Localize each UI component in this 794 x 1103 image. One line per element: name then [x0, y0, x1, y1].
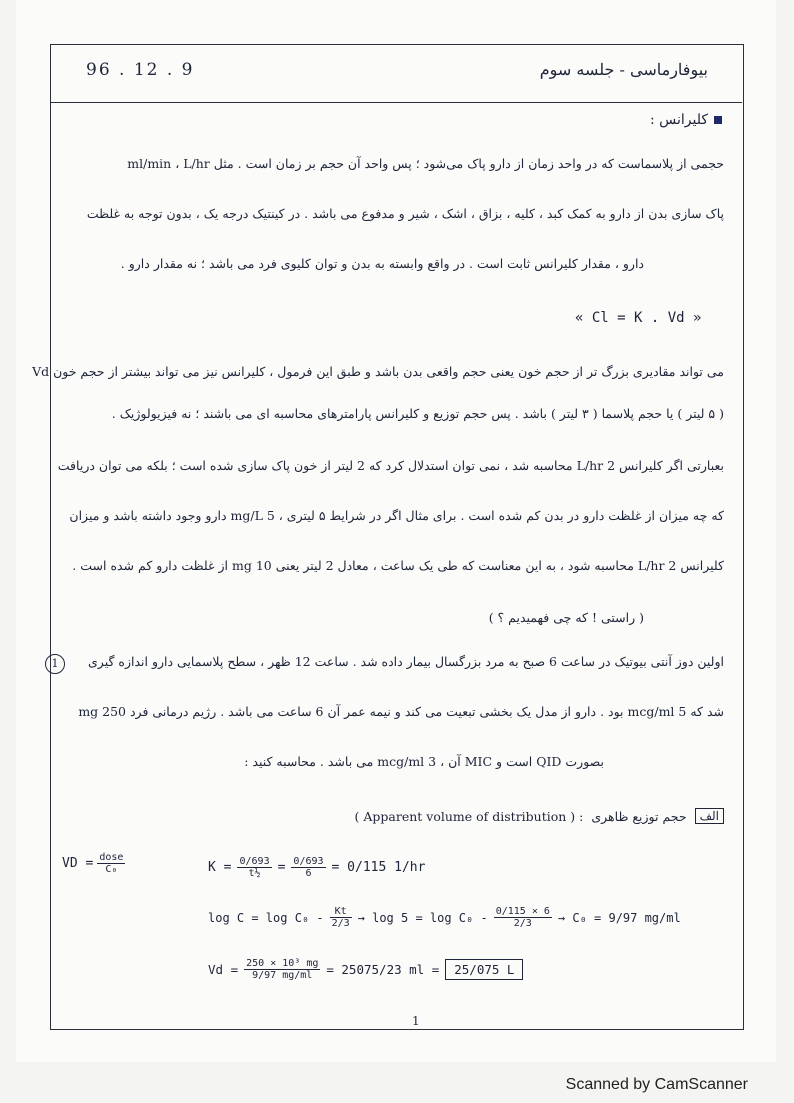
k-den-2: 6	[305, 868, 312, 879]
example-line-1: بعبارتی اگر کلیرانس 2 L/hr محاسبه شد ، نمی توان استدلال کرد که 2 لیتر از خون پاک سازی شده است ؛ بلکه می توان دریافت	[57, 458, 724, 473]
part-a-heading	[355, 808, 724, 824]
k-lhs: K =	[208, 860, 232, 875]
bullet-square-icon	[714, 116, 722, 124]
scanner-watermark: Scanned by CamScanner	[565, 1076, 748, 1093]
vd-fraction	[244, 958, 320, 981]
vd-def-numerator: dose	[99, 852, 124, 863]
k-num-1: 0/693	[239, 856, 270, 867]
log-middle: → log 5 = log C₀ -	[357, 910, 488, 925]
example-line-2: که چه میزان از غلظت دارو در بدن کم شده است . برای مثال اگر در شرایط ۵ لیتری ، 5 mg/L دارو وجود داشته باشد و میزان	[69, 508, 724, 523]
part-a-english: ( Apparent volume of distribution ) :	[354, 808, 584, 824]
k-fraction-1	[237, 856, 271, 879]
problem-line-3: بصورت QID است و MIC آن ، 3 mcg/ml می باشد . محاسبه کنید :	[244, 754, 604, 769]
vd-def-lhs: VD =	[62, 856, 94, 871]
k-num-2: 0/693	[293, 856, 324, 867]
part-a-text: حجم توزیع ظاهری	[591, 808, 687, 824]
note-title: بیوفارماسی - جلسه سوم	[539, 60, 708, 79]
page-number: 1	[412, 1014, 420, 1028]
log-den-1: 2/3	[331, 918, 350, 929]
paragraph-3: دارو ، مقدار کلیرانس ثابت است . در واقع وابسته به بدن و توان کلیوی فرد می باشد ؛ نه مقدار دارو .	[120, 256, 644, 271]
header-divider	[50, 102, 742, 103]
vd-lhs: Vd =	[208, 962, 239, 977]
clearance-formula: « Cl = K . Vd »	[575, 310, 702, 326]
vd-denominator: 9/97 mg/ml	[252, 970, 313, 981]
example-line-3: کلیرانس 2 L/hr محاسبه شود ، به این معناست که طی یک ساعت ، معادل 2 لیتر یعنی 10 mg از غلظت دارو کم شده است .	[72, 558, 724, 573]
log-result: → C₀ = 9/97 mg/ml	[557, 910, 681, 925]
vd-def-denominator: C₀	[105, 864, 118, 875]
problem-line-1: اولین دوز آنتی بیوتیک در ساعت 6 صبح به مرد بزرگسال بیمار داده شد . ساعت 12 ظهر ، سطح پلاسمایی دارو اندازه گیری	[88, 654, 724, 669]
problem-line-2: شد که 5 mcg/ml بود . دارو از مدل یک بخشی تبعیت می کند و نیمه عمر آن 6 ساعت می باشد . رژیم درمانی فرد 250 mg	[78, 704, 724, 719]
log-fraction-2	[494, 906, 552, 929]
k-equals: =	[277, 860, 286, 875]
log-lhs: log C = log C₀ -	[208, 910, 324, 925]
vd-paragraph-line-2: ( ۵ لیتر ) یا حجم پلاسما ( ۳ لیتر ) باشد . پس حجم توزیع و کلیرانس پارامترهای محاسبه ای می باشند ؛ نه فیزیولوژیک .	[111, 406, 724, 421]
vd-definition	[62, 852, 125, 875]
problem-number: 1	[45, 654, 65, 674]
note-date: 96 . 12 . 9	[86, 60, 195, 80]
log-num-1: Kt	[330, 906, 352, 918]
log-fraction-1	[330, 906, 352, 929]
vd-paragraph-line-1: Vd می تواند مقادیری بزرگ تر از حجم خون یعنی حجم واقعی بدن باشد و طبق این فرمول ، کلیرانس نیز می تواند بیشتر از حجم خون	[32, 364, 724, 379]
log-calculation	[208, 906, 681, 929]
log-num-2: 0/115 × 6	[495, 906, 550, 917]
k-den-1: t½	[248, 868, 261, 879]
log-den-2: 2/3	[513, 918, 532, 929]
vd-def-fraction	[97, 852, 125, 875]
k-calculation	[208, 856, 425, 879]
vd-numerator: 250 × 10³ mg	[246, 958, 319, 969]
section-heading-text: کلیرانس :	[649, 112, 708, 128]
page-border	[50, 44, 744, 1030]
k-result: = 0/115 1/hr	[331, 860, 426, 875]
k-fraction-2	[291, 856, 325, 879]
paragraph-2: پاک سازی بدن از دارو به کمک کبد ، کلیه ، بزاق ، اشک ، شیر و مدفوع می باشد . در کینتیک درجه یک ، بدون توجه به غلظت	[86, 206, 724, 221]
vd-final-answer: 25/075 L	[445, 959, 523, 980]
paragraph-1: حجمی از پلاسماست که در واحد زمان از دارو پاک می‌شود ؛ پس واحد آن حجم بر زمان است . مثل ml/min ، L/hr	[127, 156, 724, 171]
vd-middle: = 25075/23 ml =	[326, 962, 440, 977]
part-a-label: الف	[695, 808, 724, 824]
aside-remark: ( راستی ! که چی فهمیدیم ؟ )	[488, 610, 644, 625]
vd-calculation	[208, 958, 523, 981]
section-heading	[650, 112, 722, 128]
